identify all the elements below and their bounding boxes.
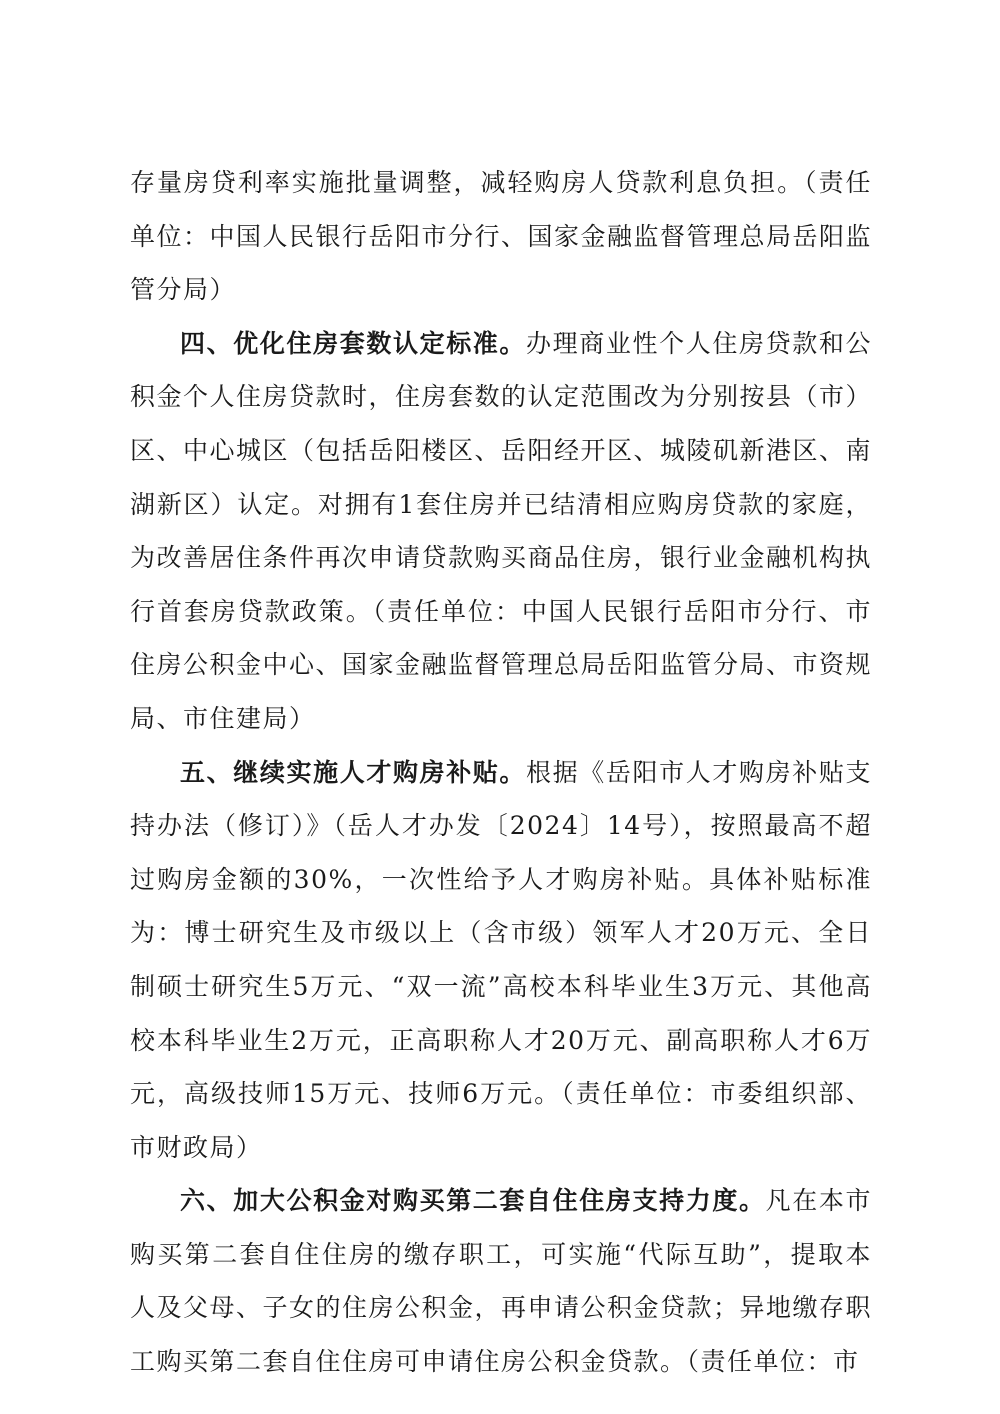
section-heading: 六、加大公积金对购买第二套自住住房支持力度。 <box>180 1186 766 1216</box>
paragraph-item-4 <box>130 317 872 746</box>
paragraph-continuation <box>130 156 872 317</box>
section-heading: 四、优化住房套数认定标准。 <box>180 328 527 358</box>
paragraph-text: 凡在本市购买第二套自住住房的缴存职工，可实施“代际互助”，提取本人及父母、子女的住房公积金，再申请公积金贷款；异地缴存职工购买第二套自住住房可申请住房公积金贷款。（责任单位：市 <box>130 1186 873 1377</box>
paragraph-item-6 <box>130 1174 872 1388</box>
section-heading: 五、继续实施人才购房补贴。 <box>180 757 527 787</box>
paragraph-text: 办理商业性个人住房贷款和公积金个人住房贷款时，住房套数的认定范围改为分别按县（市）区、中心城区（包括岳阳楼区、岳阳经开区、城陵矶新港区、南湖新区）认定。对拥有1套住房并已结清相应购房贷款的家庭，为改善居住条件再次申请贷款购买商品住房，银行业金融机构执行首套房贷款政策。（责任单位：中国人民银行岳阳市分行、市住房公积金中心、国家金融监督管理总局岳阳监管分局、市资规局、市住建局） <box>130 328 873 733</box>
paragraph-item-5 <box>130 746 872 1175</box>
paragraph-text: 根据《岳阳市人才购房补贴支持办法（修订）》（岳人才办发〔2024〕14号），按照最高不超过购房金额的30%，一次性给予人才购房补贴。具体补贴标准为：博士研究生及市级以上（含市级）领军人才20万元、全日制硕士研究生5万元、“双一流”高校本科毕业生3万元、其他高校本科毕业生2万元，正高职称人才20万元、副高职称人才6万元，高级技师15万元、技师6万元。（责任单位：市委组织部、市财政局） <box>130 757 872 1162</box>
document-body <box>130 156 872 1389</box>
paragraph-text: 存量房贷利率实施批量调整，减轻购房人贷款利息负担。（责任单位：中国人民银行岳阳市分行、国家金融监督管理总局岳阳监管分局） <box>130 168 873 305</box>
